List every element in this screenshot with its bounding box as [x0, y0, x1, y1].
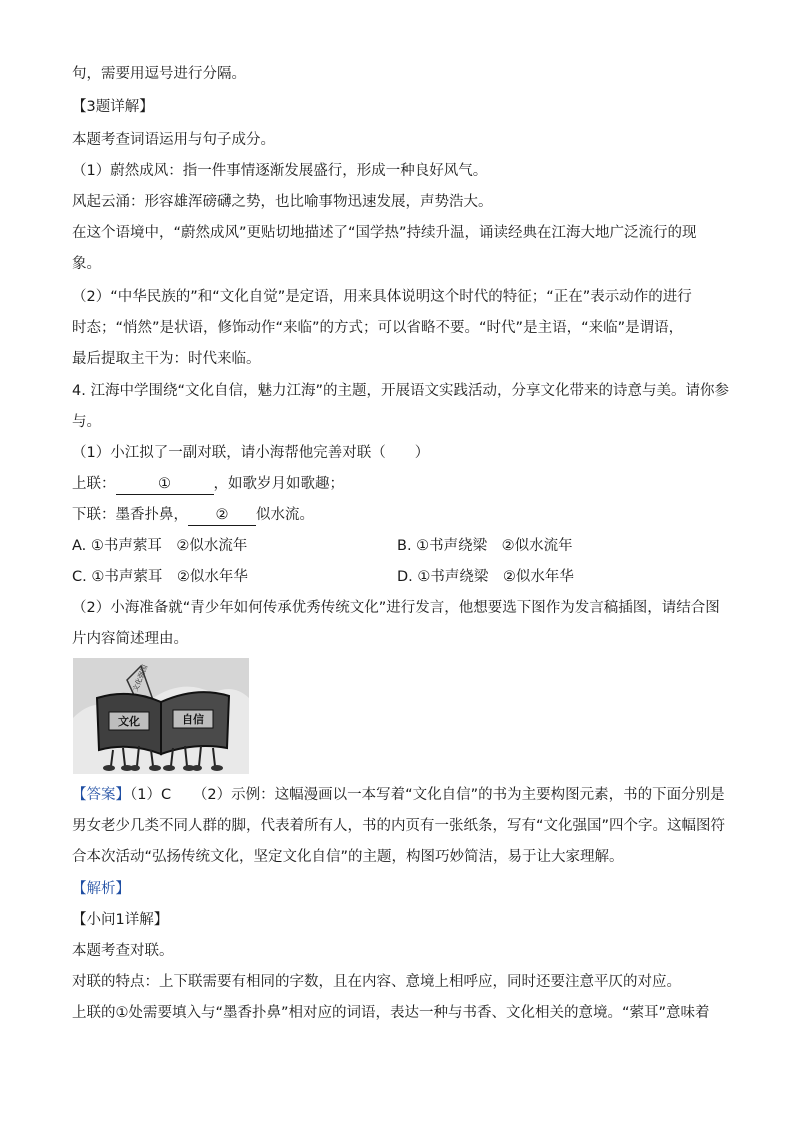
couplet-upper — [72, 474, 722, 495]
question-stem: 4. 江海中学围绕“文化自信，魅力江海”的主题，开展语文实践活动，分享文化带来的诗意与美。请你参 — [72, 383, 729, 399]
text-line: （1）蔚然成风：指一件事情逐渐发展盛行，形成一种良好风气。 — [72, 163, 488, 179]
couplet-label: 上联： — [72, 476, 116, 492]
option-b: B. ①书声绕梁 ②似水流年 — [397, 538, 573, 554]
couplet-text: 下联：墨香扑鼻， — [72, 507, 188, 523]
text-line: 句，需要用逗号进行分隔。 — [72, 66, 246, 82]
section-heading: 【3题详解】 — [72, 99, 154, 115]
couplet-text: ，如歌岁月如歌趣； — [213, 476, 344, 492]
fill-blank-2: ② — [188, 505, 256, 526]
answer-line — [72, 785, 725, 805]
analysis-label: 【解析】 — [72, 881, 130, 897]
option-c: C. ①书声萦耳 ②似水年华 — [72, 569, 248, 585]
text-line: 合本次活动“弘扬传统文化，坚定文化自信”的主题，构图巧妙简洁，易于让大家理解。 — [72, 849, 624, 865]
text-line: 对联的特点：上下联需要有相同的字数，且在内容、意境上相呼应，同时还要注意平仄的对应。 — [72, 974, 681, 990]
sub-question: （1）小江拟了一副对联，请小海帮他完善对联（ ） — [72, 445, 430, 461]
fill-blank-1: ① — [116, 474, 214, 495]
text-line: 风起云涌：形容雄浑磅礴之势，也比喻事物迅速发展，声势浩大。 — [72, 194, 493, 210]
text-line: 片内容简述理由。 — [72, 631, 188, 647]
option-a: A. ①书声萦耳 ②似水流年 — [72, 538, 248, 554]
text-line: 本题考查对联。 — [72, 943, 174, 959]
section-heading: 【小问1详解】 — [72, 912, 169, 928]
text-line: 男女老少几类不同人群的脚，代表着所有人，书的内页有一张纸条，写有“文化强国”四个字。这幅图符 — [72, 818, 726, 834]
option-d: D. ①书声绕梁 ②似水年华 — [397, 569, 574, 585]
strip-text: 文化强国 — [131, 663, 150, 693]
text-line: 时态；“悄然”是状语，修饰动作“来临”的方式；可以省略不要。“时代”是主语，“来临”是谓语， — [72, 320, 684, 336]
text-line: 上联的①处需要填入与“墨香扑鼻”相对应的词语，表达一种与书香、文化相关的意境。“萦耳”意味着 — [72, 1005, 710, 1021]
cartoon-illustration — [73, 658, 249, 774]
book-right-text: 自信 — [182, 713, 204, 726]
sub-question: （2）小海准备就“青少年如何传承优秀传统文化”进行发言，他想要选下图作为发言稿插图，请结合图 — [72, 600, 720, 616]
book-left-text: 文化 — [118, 715, 140, 728]
text-line: 本题考查词语运用与句子成分。 — [72, 132, 275, 148]
text-line: 象。 — [72, 256, 101, 272]
couplet-lower — [72, 505, 722, 526]
text-line: （2）“中华民族的”和“文化自觉”是定语，用来具体说明这个时代的特征；“正在”表示动作的进行 — [72, 289, 692, 305]
text-line: 与。 — [72, 414, 101, 430]
text-line: 最后提取主干为：时代来临。 — [72, 351, 261, 367]
answer-text: （1）C （2）示例：这幅漫画以一本写着“文化自信”的书为主要构图元素，书的下面分别是 — [130, 787, 725, 803]
text-line: 在这个语境中，“蔚然成风”更贴切地描述了“国学热”持续升温，诵读经典在江海大地广泛流行的现 — [72, 225, 697, 241]
couplet-text: 似水流。 — [256, 507, 314, 523]
answer-label: 【答案】 — [72, 787, 130, 803]
